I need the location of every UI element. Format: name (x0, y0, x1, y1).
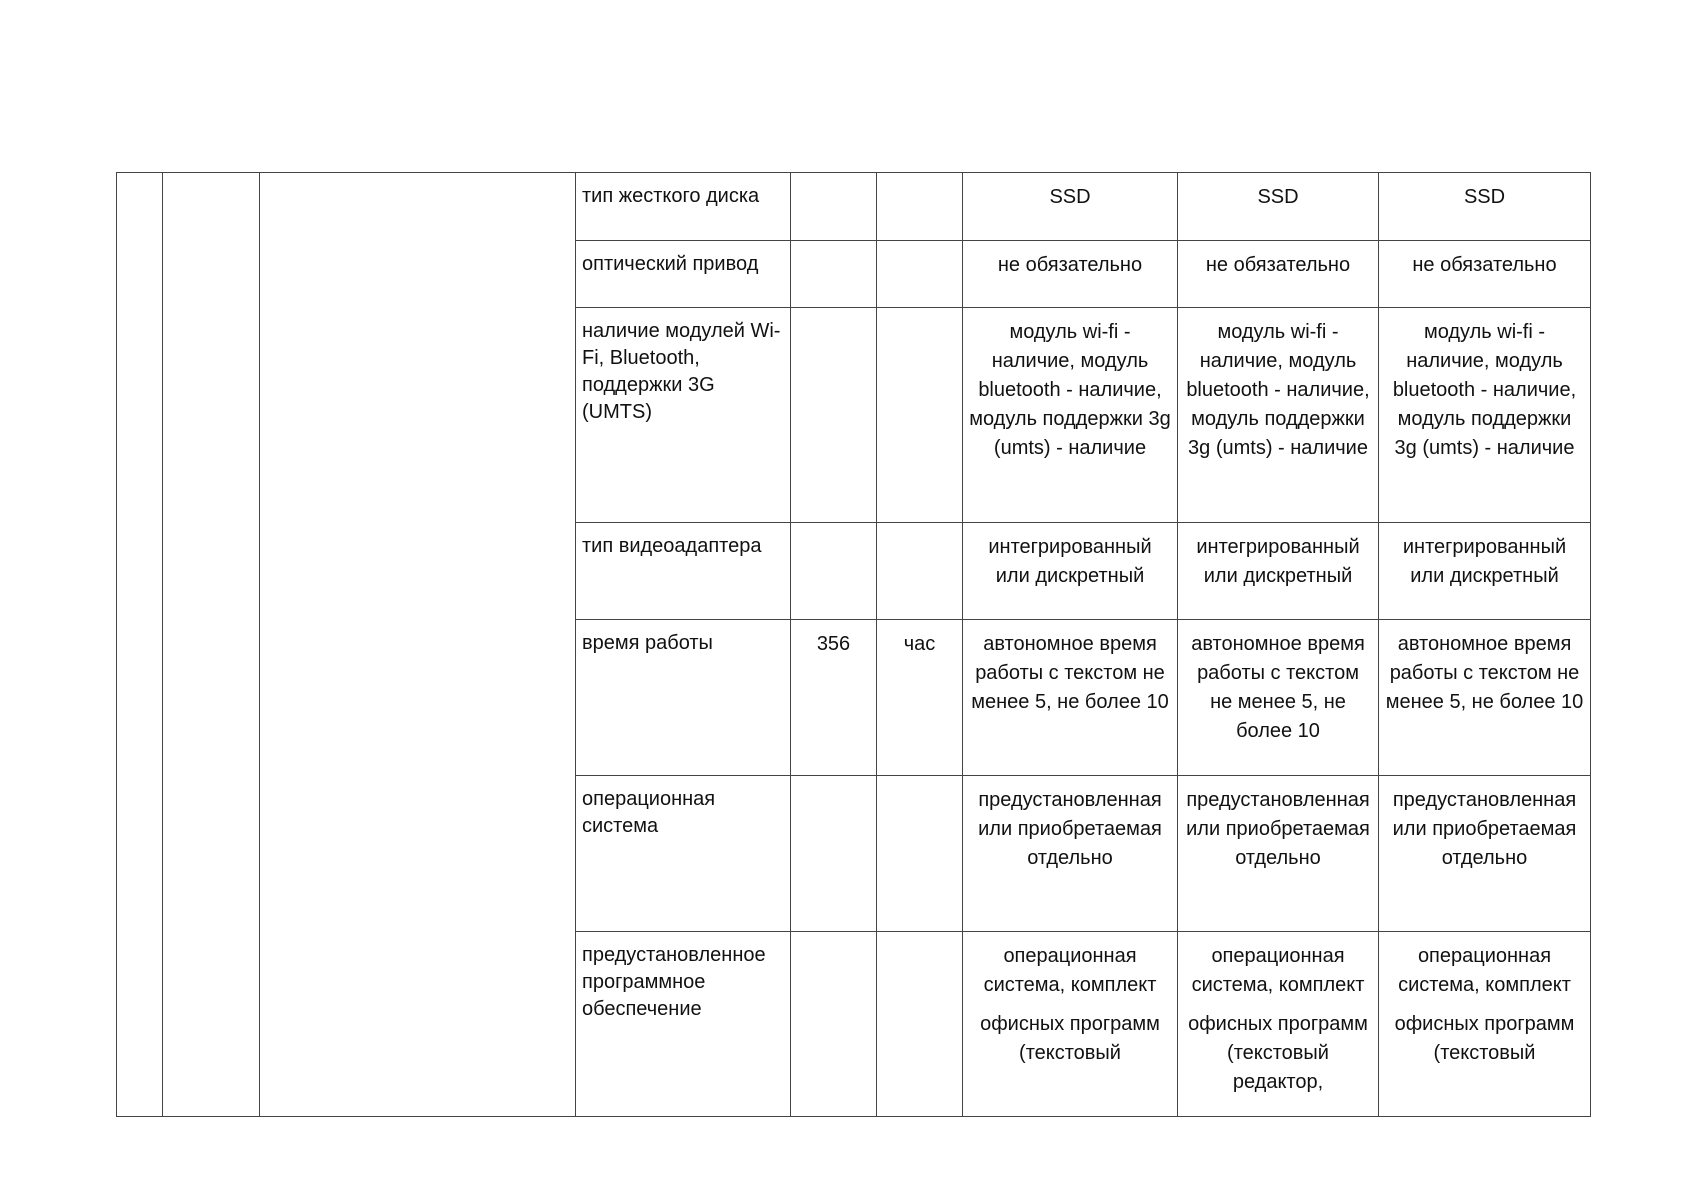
requirement-cell-1: автономное время работы с текстом не менее 5, не более 10 (963, 620, 1178, 776)
requirement-line: офисных программ (текстовый (1394, 1013, 1575, 1064)
requirement-cell-1: не обязательно (963, 241, 1178, 308)
unit-cell (877, 173, 963, 241)
value-cell (791, 776, 877, 932)
param-cell: предустановленное программное обеспечение (576, 932, 791, 1117)
requirement-line: операционная система, комплект (1398, 945, 1571, 996)
requirement-cell-3: SSD (1379, 173, 1591, 241)
unit-cell (877, 932, 963, 1117)
value-cell (791, 173, 877, 241)
requirement-cell-2: не обязательно (1178, 241, 1379, 308)
value-cell (791, 932, 877, 1117)
number-cell (117, 173, 163, 1117)
value-cell (791, 308, 877, 523)
name-cell (260, 173, 576, 1117)
unit-cell (877, 308, 963, 523)
param-cell: тип жесткого диска (576, 173, 791, 241)
unit-cell: час (877, 620, 963, 776)
param-cell: оптический привод (576, 241, 791, 308)
requirement-cell-2 (1178, 932, 1379, 1117)
requirement-line: офисных программ (текстовый (980, 1013, 1160, 1064)
unit-cell (877, 776, 963, 932)
requirement-cell-3: интегрированный или дискретный (1379, 523, 1591, 620)
requirement-cell-2: модуль wi-fi - наличие, модуль bluetooth - наличие, модуль поддержки 3g (umts) - наличие (1178, 308, 1379, 523)
requirement-line: офисных программ (текстовый редактор, (1188, 1013, 1368, 1093)
requirement-cell-3 (1379, 932, 1591, 1117)
requirement-line: операционная система, комплект (1191, 945, 1365, 996)
value-cell (791, 523, 877, 620)
value-cell (791, 241, 877, 308)
value-cell: 356 (791, 620, 877, 776)
unit-cell (877, 241, 963, 308)
param-cell: операционная система (576, 776, 791, 932)
requirement-cell-3: не обязательно (1379, 241, 1591, 308)
requirement-cell-3: автономное время работы с текстом не менее 5, не более 10 (1379, 620, 1591, 776)
requirement-cell-2: SSD (1178, 173, 1379, 241)
requirement-cell-1: интегрированный или дискретный (963, 523, 1178, 620)
code-cell (163, 173, 260, 1117)
param-cell: наличие модулей Wi-Fi, Bluetooth, поддержки 3G (UMTS) (576, 308, 791, 523)
requirement-cell-2: автономное время работы с текстом не менее 5, не более 10 (1178, 620, 1379, 776)
requirement-cell-1: модуль wi-fi - наличие, модуль bluetooth - наличие, модуль поддержки 3g (umts) - наличие (963, 308, 1178, 523)
requirement-line: операционная система, комплект (983, 945, 1157, 996)
param-cell: тип видеоадаптера (576, 523, 791, 620)
requirement-cell-3: предустановленная или приобретаемая отдельно (1379, 776, 1591, 932)
requirement-cell-3: модуль wi-fi - наличие, модуль bluetooth - наличие, модуль поддержки 3g (umts) - наличие (1379, 308, 1591, 523)
specification-table (116, 172, 1591, 1117)
requirement-cell-2: интегрированный или дискретный (1178, 523, 1379, 620)
requirement-cell-1: предустановленная или приобретаемая отдельно (963, 776, 1178, 932)
param-cell: время работы (576, 620, 791, 776)
requirement-cell-1 (963, 932, 1178, 1117)
unit-cell (877, 523, 963, 620)
requirement-cell-2: предустановленная или приобретаемая отдельно (1178, 776, 1379, 932)
requirement-cell-1: SSD (963, 173, 1178, 241)
table-row (117, 173, 1591, 241)
